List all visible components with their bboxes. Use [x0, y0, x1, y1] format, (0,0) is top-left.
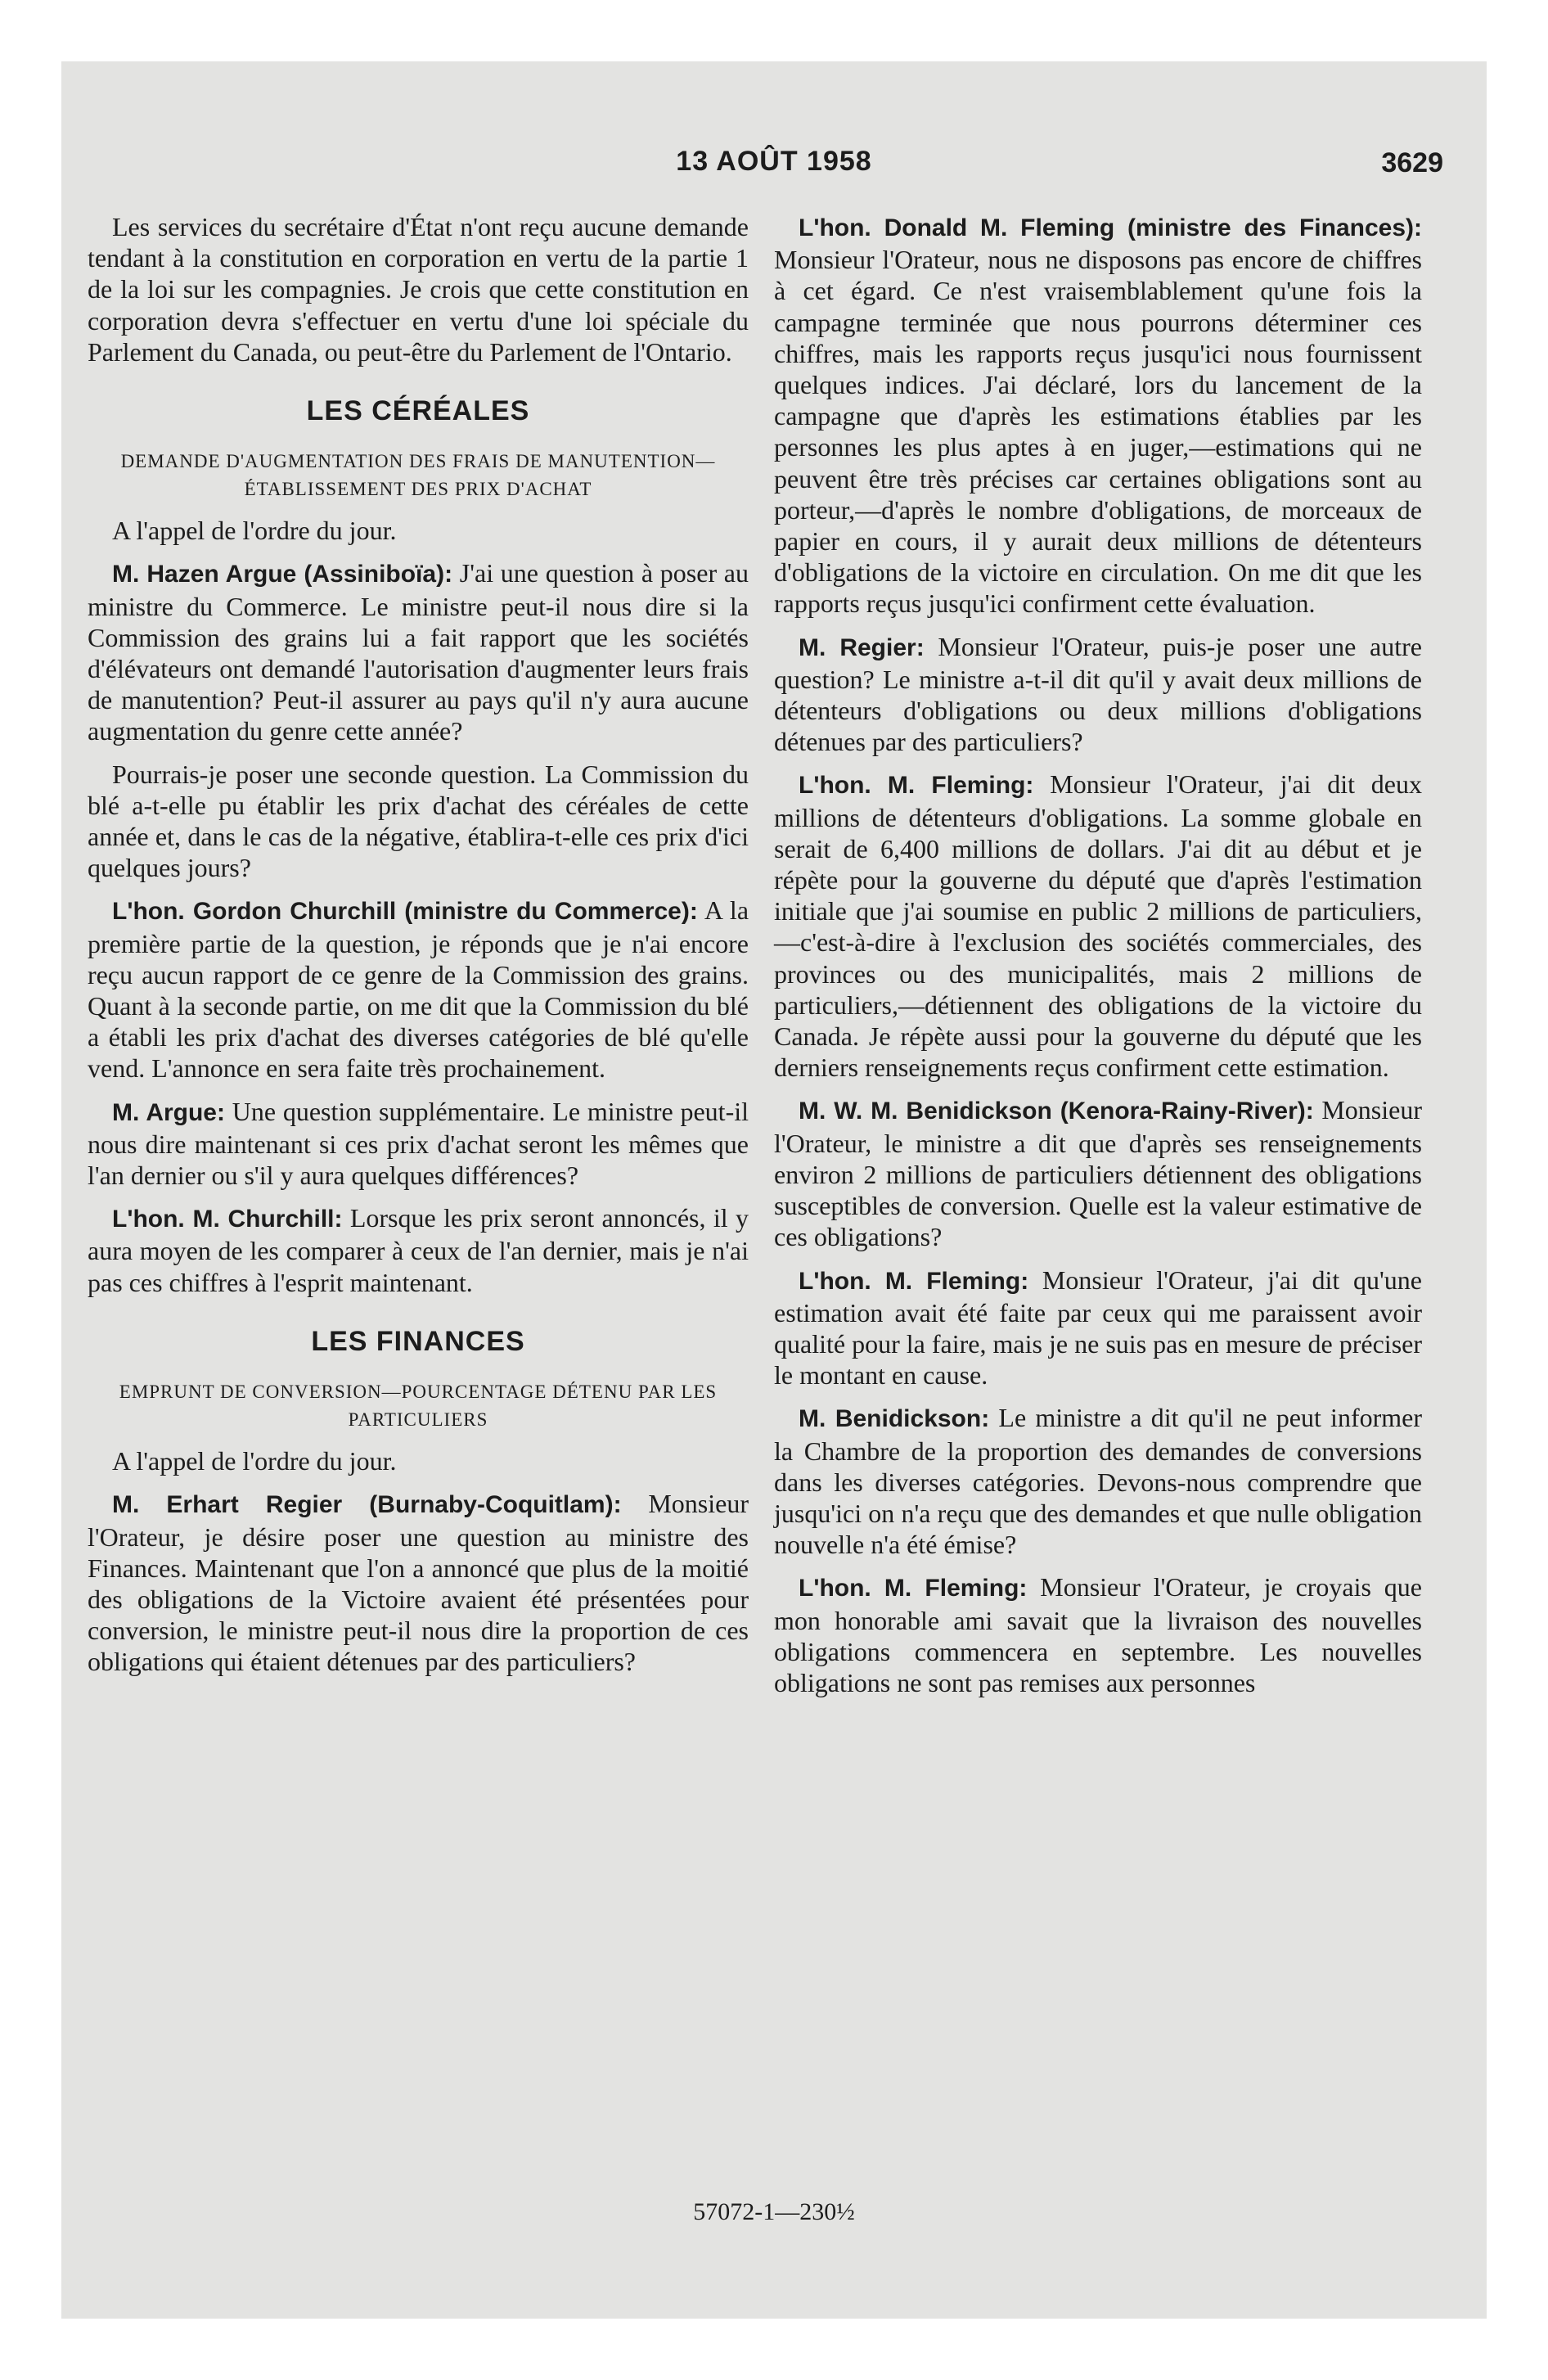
speaker-name: L'hon. M. Fleming:	[799, 1267, 1029, 1295]
paragraph: Pourrais-je poser une seconde question. La Commission du blé a-t-elle pu établir les prix d'achat des céréales de cette année et, dans le cas de la négative, établira-t-elle ces prix d'ici quelques jours?	[88, 759, 749, 883]
speech-paragraph	[774, 211, 1422, 620]
speech-paragraph	[88, 1488, 749, 1677]
speech-text: Une question supplémentaire. Le ministre peut-il nous dire maintenant si ces prix d'achat seront les mêmes que l'an dernier ou s'il y aura quelques différences?	[88, 1096, 749, 1191]
speech-paragraph	[88, 1202, 749, 1298]
speech-paragraph	[774, 1264, 1422, 1391]
speaker-name: M. Erhart Regier (Burnaby-Coquitlam):	[112, 1491, 622, 1519]
speaker-name: L'hon. M. Churchill:	[112, 1206, 343, 1233]
speech-text: Monsieur l'Orateur, je désire poser une question au ministre des Finances. Maintenant que l'on a annoncé que plus de la moitié des obligations de la Victoire avaient été présentées pour conversion, le ministre peut-il nous dire la proportion de ces obligations qui étaient détenues par des particuliers?	[88, 1489, 749, 1677]
speech-paragraph	[774, 1402, 1422, 1560]
section-subheading: DEMANDE D'AUGMENTATION DES FRAIS DE MANUTENTION—ÉTABLISSEMENT DES PRIX D'ACHAT	[120, 451, 716, 500]
speaker-name: M. Regier:	[799, 633, 925, 661]
speech-paragraph	[88, 895, 749, 1084]
speech-text: Monsieur l'Orateur, puis-je poser une autre question? Le ministre a-t-il dit qu'il y avait deux millions de détenteurs d'obligations ou deux millions d'obligations détenues par des particuliers?	[774, 631, 1422, 757]
speech-paragraph	[774, 1094, 1422, 1252]
page-number: 3629	[1381, 147, 1443, 178]
document-code: 57072-1—230½	[693, 2198, 855, 2225]
speech-text: Le ministre a dit qu'il ne peut informer la Chambre de la proportion des demandes de conversions dans les diverses catégories. Devons-nous comprendre que jusqu'ici on n'a reçu que des demandes et que nulle obligation nouvelle n'a été émise?	[774, 1403, 1423, 1560]
speech-paragraph	[774, 631, 1422, 758]
speaker-name: M. Benidickson:	[799, 1405, 990, 1433]
section-title-cereales: LES CÉRÉALES	[306, 395, 530, 427]
speaker-name: M. Argue:	[112, 1098, 225, 1126]
speech-paragraph	[774, 769, 1422, 1083]
speech-text: Lorsque les prix seront annoncés, il y aura moyen de les comparer à ceux de l'an dernier, mais je n'ai pas ces chiffres à l'esprit maintenant.	[88, 1203, 749, 1297]
right-column	[774, 211, 1422, 1710]
speaker-name: L'hon. Gordon Churchill (ministre du Commerce):	[112, 898, 698, 926]
order-of-day: A l'appel de l'ordre du jour.	[112, 1446, 397, 1476]
speech-text: Monsieur l'Orateur, j'ai dit qu'une estimation avait été faite par ceux qui me paraissent avoir qualité pour la faire, mais je ne suis pas en mesure de préciser le montant en cause.	[774, 1264, 1423, 1391]
speech-paragraph	[774, 1571, 1422, 1698]
speech-text: J'ai une question à poser au ministre du Commerce. Le ministre peut-il nous dire si la Commission des grains lui a fait rapport que les sociétés d'élévateurs ont demandé l'autorisation d'augmenter leurs frais de manutention? Peut-il assurer au pays qu'il n'y aura aucune augmentation du genre cette année?	[88, 558, 749, 746]
section-title-finances: LES FINANCES	[311, 1325, 525, 1357]
paragraph: Les services du secrétaire d'État n'ont reçu aucune demande tendant à la constitution en corporation en vertu de la partie 1 de la loi sur les compagnies. Je crois que cette constitution en corporation devra s'effectuer en vertu d'une loi spéciale du Parlement du Canada, ou peut-être du Parlement de l'Ontario.	[88, 212, 749, 367]
speech-text: Monsieur l'Orateur, j'ai dit deux millions de détenteurs d'obligations. La somme globale en serait de 6,400 millions de dollars. J'ai dit au début et je répète pour la gouverne du député que d'après l'estimation initiale que j'ai soumise en public 2 millions de particuliers,—c'est-à-dire à l'exclusion des sociétés commerciales, des provinces ou des municipalités, mais 2 millions de particuliers,—détiennent des obligations de la victoire du Canada. Je répète aussi pour la gouverne du député que les derniers renseignements reçus confirment cette estimation.	[774, 769, 1423, 1083]
speech-text: Monsieur l'Orateur, nous ne disposons pas encore de chiffres à cet égard. Ce n'est vraisemblablement qu'une fois la campagne terminée que nous pourrons déterminer ces chiffres, mais les rapports reçus jusqu'ici nous fournissent quelques indices. J'ai déclaré, lors du lancement de la campagne que d'après les estimations établies par les personnes les plus aptes à en juger,—estimations qui ne peuvent être très précises car certaines obligations sont au porteur,—d'après le nombre d'obligations, de morceaux de papier en cours, il y aurait deux millions de détenteurs d'obligations de la victoire en circulation. On me dit que les rapports reçus jusqu'ici confirment cette évaluation.	[774, 245, 1422, 619]
speaker-name: M. Hazen Argue (Assiniboïa):	[112, 561, 453, 588]
speaker-name: M. W. M. Benidickson (Kenora-Rainy-River):	[799, 1098, 1314, 1125]
speech-paragraph	[88, 1096, 749, 1192]
speech-text: A la première partie de la question, je réponds que je n'ai encore reçu aucun rapport de ce genre de la Commission des grains. Quant à la seconde partie, on me dit que la Commission du blé a établi les prix d'achat des diverses catégories de blé qu'elle vend. L'annonce en sera faite très prochainement.	[88, 895, 749, 1084]
speech-text: Monsieur l'Orateur, le ministre a dit que d'après ses renseignements environ 2 millions de particuliers détiennent des obligations susceptibles de conversion. Quelle est la valeur estimative de ces obligations?	[774, 1095, 1422, 1252]
speaker-name: L'hon. M. Fleming:	[799, 772, 1034, 800]
speech-paragraph	[88, 557, 749, 746]
left-column	[88, 211, 749, 1689]
order-of-day: A l'appel de l'ordre du jour.	[112, 516, 397, 546]
speaker-name: L'hon. M. Fleming:	[799, 1575, 1028, 1602]
speech-text: Monsieur l'Orateur, je croyais que mon honorable ami savait que la livraison des nouvelles obligations commencera en septembre. Les nouvelles obligations ne sont pas remises aux personnes	[774, 1572, 1423, 1697]
section-subheading: EMPRUNT DE CONVERSION—POURCENTAGE DÉTENU PAR LES PARTICULIERS	[119, 1382, 718, 1431]
speaker-name: L'hon. Donald M. Fleming (ministre des Finances):	[799, 214, 1422, 241]
page-date: 13 AOÛT 1958	[676, 146, 872, 177]
